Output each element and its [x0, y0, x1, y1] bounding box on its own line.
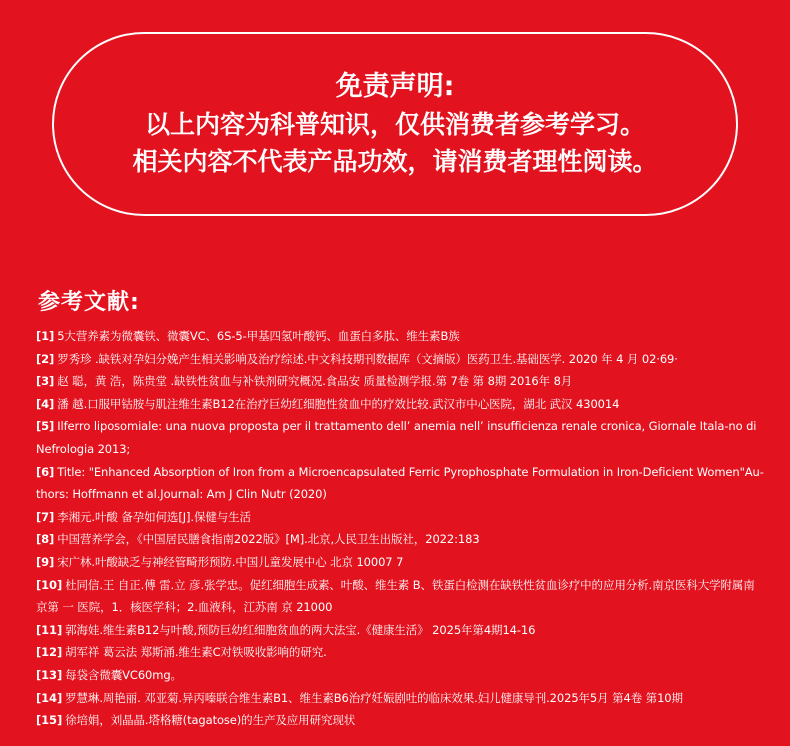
reference-number: [7] [36, 509, 55, 524]
reference-item [36, 506, 766, 529]
reference-text: 宋广林.叶酸缺乏与神经管畸形预防.中国儿童发展中心 北京 10007 7 [57, 554, 404, 569]
reference-item [36, 551, 766, 574]
reference-item [36, 348, 766, 371]
reference-number: [1] [36, 329, 55, 343]
reference-number: [13] [36, 667, 63, 682]
reference-text: 郭海娃.维生素B12与叶酸,预防巨幼红细胞贫血的两大法宝.《健康生活》 2025年第4期14-16 [65, 622, 536, 637]
references-list [36, 325, 766, 732]
reference-number: [11] [36, 622, 63, 637]
reference-item [36, 393, 766, 416]
reference-number: [10] [36, 577, 63, 592]
reference-item [36, 664, 766, 687]
reference-item [36, 370, 766, 393]
reference-number: [3] [36, 374, 55, 389]
reference-number: [6] [36, 464, 55, 479]
reference-text: 徐培娟，刘晶晶.塔格糖(tagatose)的生产及应用研究现状 [65, 713, 356, 728]
reference-number: [2] [36, 351, 55, 366]
reference-number: [5] [36, 419, 55, 434]
reference-item [36, 641, 766, 664]
reference-text: Ilferro liposomiale: una nuova proposta per il trattamento dell’ anemia nell’ insufficienza renale cronica, Giornale Itala-no di Nefrologia 2013; [36, 419, 757, 456]
reference-text: 李湘元.叶酸 备孕如何选[J].保健与生活 [57, 509, 251, 524]
reference-text: Title: "Enhanced Absorption of Iron from a Microencapsulated Ferric Pyrophosphate Formulation in Iron-Deficient Women"Au-thors: Hoffmann et al.Journal: Am J Clin Nutr (2020) [36, 464, 764, 502]
disclaimer-title: 免责声明: [335, 71, 455, 102]
reference-number: [9] [36, 554, 55, 569]
reference-item [36, 709, 766, 732]
reference-text: 每袋含微囊VC60mg。 [65, 667, 182, 682]
reference-item [36, 574, 766, 619]
reference-text: 中国营养学会，《中国居民膳食指南2022版》[M].北京,人民卫生出版社，2022:183 [57, 532, 480, 547]
reference-text: 5大营养素为微囊铁、微囊VC、6S-5-甲基四氢叶酸钙、血蛋白多肽、维生素B族 [57, 329, 460, 343]
reference-item [36, 461, 766, 506]
disclaimer-line-2: 相关内容不代表产品功效，请消费者理性阅读。 [132, 147, 658, 176]
reference-item [36, 528, 766, 551]
reference-number: [14] [36, 690, 63, 705]
reference-text: 杜同信.王 自正.傅 雷.立 彦.张学忠。促红细胞生成素、叶酸、维生素 B、铁蛋白检测在缺铁性贫血诊疗中的应用分析.南京医科大学附属南京第 一 医院，1．核医学科；2.血液科，江苏南 京 21000 [36, 577, 755, 615]
reference-number: [8] [36, 532, 55, 547]
disclaimer-box [52, 32, 738, 216]
reference-number: [12] [36, 645, 63, 660]
reference-number: [4] [36, 396, 55, 411]
reference-text: 赵 聪，黄 浩，陈贵堂 .缺铁性贫血与补铁剂研究概况.食品安 质量检测学报.第 7卷 第 8期 2016年 8月 [57, 374, 573, 389]
reference-text: 罗慧琳.周艳丽. 邓亚菊.异丙嗪联合维生素B1、维生素B6治疗妊娠剧吐的临床效果.妇儿健康导刊.2025年5月 第4卷 第10期 [65, 690, 683, 705]
reference-item [36, 687, 766, 710]
reference-text: 罗秀珍 .缺铁对孕妇分娩产生相关影响及治疗综述.中文科技期刊数据库（文摘版）医药卫生.基础医学. 2020 年 4 月 02·69· [57, 351, 678, 366]
references-heading: 参考文献: [38, 290, 140, 315]
reference-text: 潘 越.口服甲钴胺与肌注维生素B12在治疗巨幼红细胞性贫血中的疗效比较.武汉市中心医院，湖北 武汉 430014 [57, 396, 620, 411]
disclaimer-line-1: 以上内容为科普知识，仅供消费者参考学习。 [144, 110, 645, 139]
reference-number: [15] [36, 713, 63, 728]
reference-item [36, 325, 766, 348]
reference-item [36, 619, 766, 642]
reference-item [36, 415, 766, 460]
reference-text: 胡军祥 葛云法 郑斯涌.维生素C对铁吸收影响的研究. [65, 645, 327, 660]
